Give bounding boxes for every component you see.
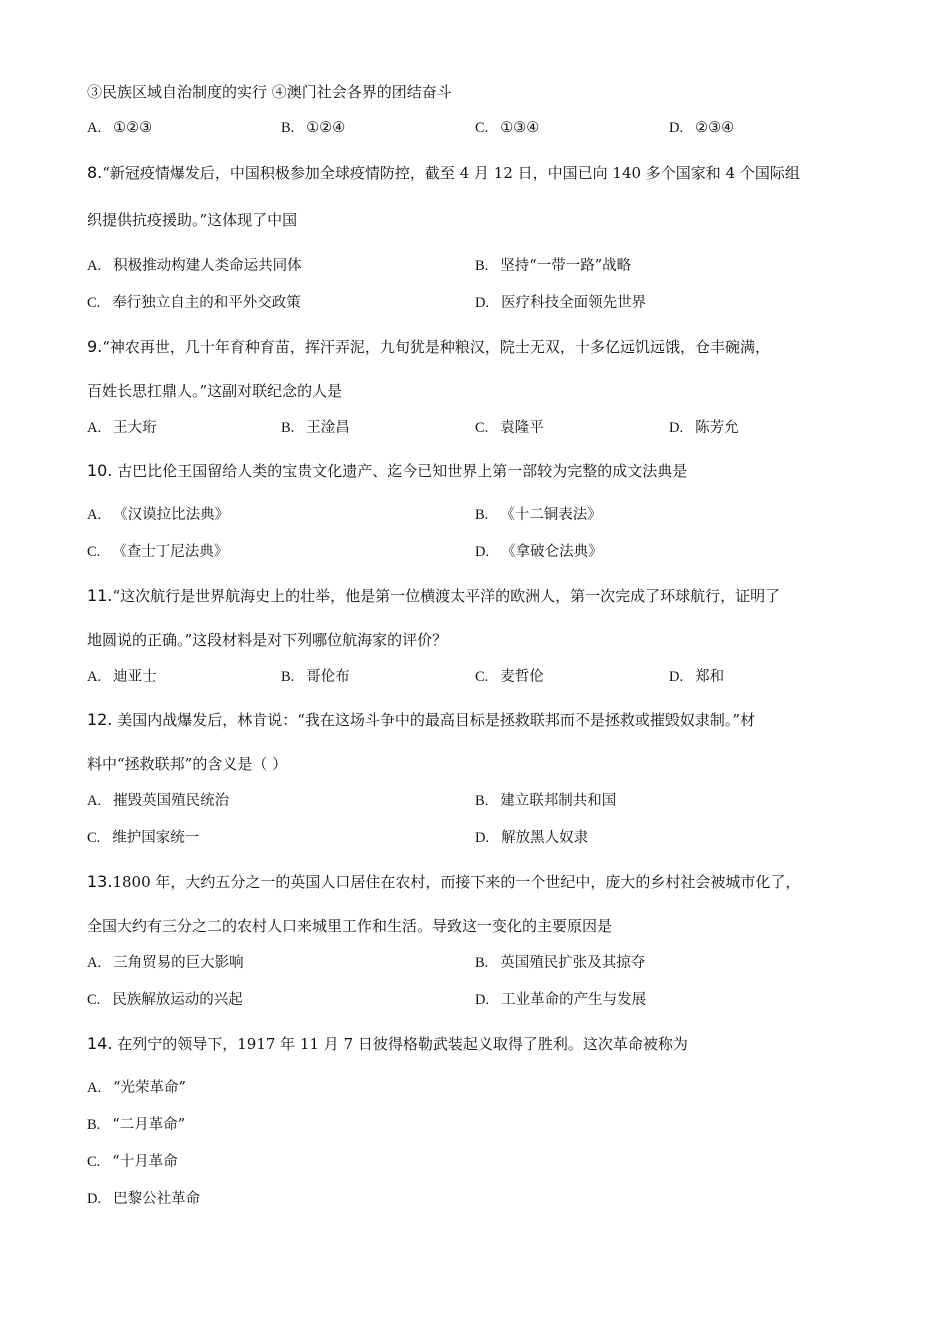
q7-option-d[interactable] [669, 118, 734, 138]
q9-option-c[interactable] [475, 418, 544, 438]
q14-option-a[interactable] [87, 1078, 186, 1098]
option-label: A. [87, 1080, 102, 1096]
q14-option-b[interactable] [87, 1115, 185, 1135]
question-number: 11. [87, 586, 113, 605]
q9-stem-line2: 百姓长思扛鼎人。”这副对联纪念的人是 [87, 382, 343, 400]
question-text: “神农再世，几十年育种育苗，挥汗弄泥，九旬犹是种粮汉，院士无双，十多亿远饥远饿，仓丰碗满， [102, 338, 770, 356]
question-text: 古巴比伦王国留给人类的宝贵文化遗产、迄今已知世界上第一部较为完整的成文法典是 [117, 462, 688, 480]
option-text: 郑和 [695, 669, 725, 685]
question-number: 13. [87, 872, 113, 891]
q11-option-c[interactable] [475, 667, 544, 687]
option-text: 麦哲伦 [500, 669, 544, 685]
q9-option-b[interactable] [281, 418, 350, 438]
q12-stem-line2: 料中“拯救联邦”的含义是（ ） [87, 755, 288, 773]
option-label: C. [87, 992, 101, 1008]
q11-option-a[interactable] [87, 667, 157, 687]
option-label: A. [87, 507, 102, 523]
q7-option-b[interactable] [281, 118, 345, 138]
option-text: 陈芳允 [695, 420, 739, 436]
question-number: 8. [87, 163, 103, 182]
option-text: ①②③ [113, 120, 153, 136]
option-label: D. [475, 295, 490, 311]
q8-option-a[interactable] [87, 256, 302, 276]
option-text: 《汉谟拉比法典》 [113, 507, 230, 523]
option-text: 工业革命的产生与发展 [501, 992, 647, 1008]
option-text: 积极推动构建人类命运共同体 [113, 258, 302, 274]
q7-continuation: ③民族区域自治制度的实行 ④澳门社会各界的团结奋斗 [87, 83, 452, 101]
option-text: 医疗科技全面领先世界 [501, 295, 647, 311]
option-text: 摧毁英国殖民统治 [113, 793, 230, 809]
question-number: 14. [87, 1034, 113, 1053]
option-label: C. [475, 669, 489, 685]
option-text: 民族解放运动的兴起 [112, 992, 243, 1008]
option-label: C. [475, 120, 489, 136]
option-label: A. [87, 258, 102, 274]
q7-option-a[interactable] [87, 118, 152, 138]
option-label: D. [87, 1191, 102, 1207]
q9-option-d[interactable] [669, 418, 739, 438]
option-label: C. [87, 544, 101, 560]
q10-stem-line1 [87, 461, 687, 481]
option-label: A. [87, 120, 102, 136]
option-text: 王淦昌 [306, 420, 350, 436]
q9-stem-line1 [87, 337, 770, 357]
option-label: C. [87, 1154, 101, 1170]
option-text: 三角贸易的巨大影响 [113, 955, 244, 971]
q8-option-b[interactable] [475, 256, 631, 276]
q12-option-d[interactable] [475, 828, 588, 848]
q12-stem-line1 [87, 710, 755, 730]
option-text: 《查士丁尼法典》 [112, 544, 229, 560]
option-label: D. [669, 420, 684, 436]
option-text: “光荣革命” [113, 1080, 186, 1096]
q13-option-a[interactable] [87, 953, 244, 973]
option-text: 维护国家统一 [112, 830, 200, 846]
q8-option-c[interactable] [87, 293, 301, 313]
option-label: D. [475, 992, 490, 1008]
q14-option-d[interactable] [87, 1189, 200, 1209]
q9-option-a[interactable] [87, 418, 157, 438]
option-label: B. [475, 507, 489, 523]
option-label: B. [475, 955, 489, 971]
option-text: 巴黎公社革命 [113, 1191, 201, 1207]
option-text: 解放黑人奴隶 [501, 830, 589, 846]
option-text: ①③④ [500, 120, 540, 136]
option-text: 奉行独立自主的和平外交政策 [112, 295, 301, 311]
question-number: 9. [87, 337, 103, 356]
option-label: D. [475, 544, 490, 560]
option-label: B. [475, 793, 489, 809]
option-text: 哥伦布 [306, 669, 350, 685]
option-label: B. [87, 1117, 101, 1133]
q8-stem-line2: 织提供抗疫援助。”这体现了中国 [87, 211, 298, 229]
option-label: D. [475, 830, 490, 846]
option-label: B. [281, 120, 295, 136]
option-label: B. [281, 669, 295, 685]
question-text: “这次航行是世界航海史上的壮举，他是第一位横渡太平洋的欧洲人，第一次完成了环球航行，证明了 [112, 587, 781, 605]
option-text: ②③④ [695, 120, 735, 136]
q14-option-c[interactable] [87, 1152, 178, 1172]
option-label: A. [87, 955, 102, 971]
q11-option-d[interactable] [669, 667, 724, 687]
option-text: 建立联邦制共和国 [500, 793, 617, 809]
q10-option-b[interactable] [475, 505, 602, 525]
q13-option-c[interactable] [87, 990, 243, 1010]
q8-option-d[interactable] [475, 293, 646, 313]
question-text: 在列宁的领导下，1917 年 11 月 7 日彼得格勒武装起义取得了胜利。这次革命被称为 [117, 1035, 688, 1053]
q11-option-b[interactable] [281, 667, 350, 687]
option-label: C. [87, 295, 101, 311]
q13-option-d[interactable] [475, 990, 646, 1010]
q12-option-a[interactable] [87, 791, 229, 811]
q8-stem-line1 [87, 163, 800, 183]
option-label: B. [475, 258, 489, 274]
q13-stem-line1 [87, 872, 800, 892]
q14-stem-line1 [87, 1034, 688, 1054]
q10-option-a[interactable] [87, 505, 229, 525]
q11-stem-line1 [87, 586, 780, 606]
question-text: 美国内战爆发后，林肯说：“我在这场斗争中的最高目标是拯救联邦而不是拯救或摧毁奴隶制。”材 [117, 711, 756, 729]
option-text: “二月革命” [112, 1117, 186, 1133]
q11-stem-line2: 地圆说的正确。”这段材料是对下列哪位航海家的评价？ [87, 631, 448, 649]
q10-option-c[interactable] [87, 542, 228, 562]
option-label: A. [87, 793, 102, 809]
q12-option-b[interactable] [475, 791, 616, 811]
option-label: C. [87, 830, 101, 846]
question-text: 1800 年，大约五分之一的英国人口居住在农村，而接下来的一个世纪中，庞大的乡村社会被城市化了， [112, 873, 801, 891]
option-text: ①②④ [306, 120, 346, 136]
option-text: 《十二铜表法》 [500, 507, 602, 523]
option-text: 《拿破仑法典》 [501, 544, 603, 560]
question-text: “新冠疫情爆发后，中国积极参加全球疫情防控，截至 4 月 12 日，中国已向 140 多个国家和 4 个国际组 [102, 164, 800, 182]
option-text: 王大珩 [113, 420, 157, 436]
option-label: D. [669, 120, 684, 136]
option-label: B. [281, 420, 295, 436]
q12-option-c[interactable] [87, 828, 199, 848]
option-text: 迪亚士 [113, 669, 157, 685]
q10-option-d[interactable] [475, 542, 603, 562]
q13-option-b[interactable] [475, 953, 645, 973]
option-label: A. [87, 669, 102, 685]
option-label: C. [475, 420, 489, 436]
option-text: 坚持“一带一路”战略 [500, 258, 632, 274]
option-text: 英国殖民扩张及其掠夺 [500, 955, 646, 971]
question-number: 12. [87, 710, 113, 729]
q7-option-c[interactable] [475, 118, 539, 138]
option-text: 袁隆平 [500, 420, 544, 436]
option-label: A. [87, 420, 102, 436]
option-text: “十月革命 [112, 1154, 178, 1170]
q13-stem-line2: 全国大约有三分之二的农村人口来城里工作和生活。导致这一变化的主要原因是 [87, 917, 613, 935]
question-number: 10. [87, 461, 113, 480]
option-label: D. [669, 669, 684, 685]
